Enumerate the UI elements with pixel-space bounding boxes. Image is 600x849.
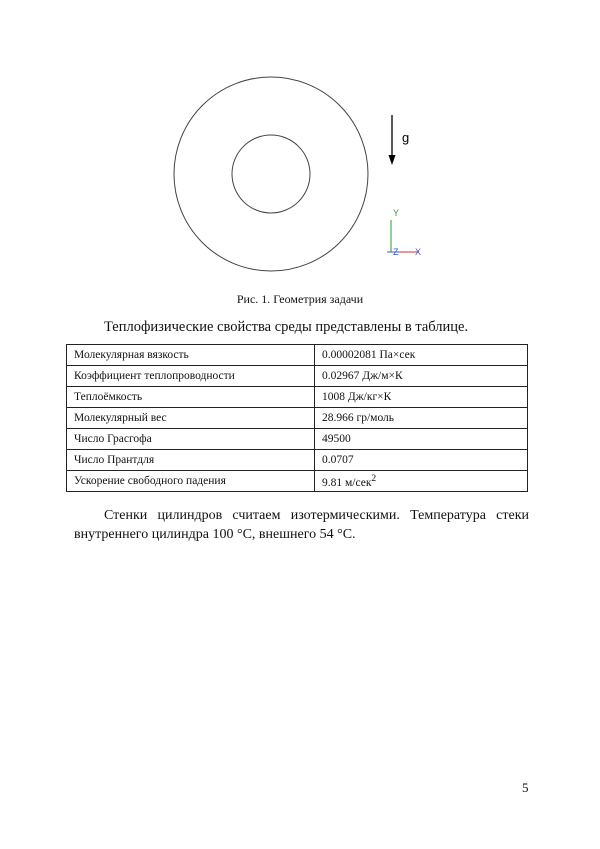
property-value: 49500 xyxy=(315,429,528,450)
table-row xyxy=(67,450,528,471)
page-number: 5 xyxy=(522,780,529,795)
x-axis-label: X xyxy=(415,247,422,257)
property-name: Теплоёмкость xyxy=(67,387,315,408)
property-value: 0.00002081 Па×сек xyxy=(315,345,528,366)
gravity-label: g xyxy=(402,130,410,145)
property-name: Молекулярная вязкость xyxy=(67,345,315,366)
properties-table xyxy=(66,344,528,492)
property-name: Коэффициент теплопроводности xyxy=(67,366,315,387)
intro-text: Теплофизические свойства среды представлены в таблице. xyxy=(104,319,469,335)
table-row xyxy=(67,345,528,366)
geometry-figure xyxy=(0,0,600,290)
z-axis-label: Z xyxy=(393,247,399,257)
table-row xyxy=(67,429,528,450)
gravity-arrowhead xyxy=(389,155,396,165)
property-value xyxy=(315,471,528,492)
table-row xyxy=(67,408,528,429)
property-value: 0.02967 Дж/м×К xyxy=(315,366,528,387)
table-row xyxy=(67,387,528,408)
property-value: 0.0707 xyxy=(315,450,528,471)
property-name: Молекулярный вес xyxy=(67,408,315,429)
outer-cylinder xyxy=(174,77,368,271)
property-name: Число Грасгофа xyxy=(67,429,315,450)
property-value: 1008 Дж/кг×К xyxy=(315,387,528,408)
figure-caption: Рис. 1. Геометрия задачи xyxy=(236,292,364,306)
y-axis-label: Y xyxy=(393,208,400,218)
property-name: Ускорение свободного падения xyxy=(67,471,315,492)
property-name: Число Прантдля xyxy=(67,450,315,471)
value-text: 9.81 м/сек xyxy=(322,476,372,489)
inner-cylinder xyxy=(232,135,310,213)
value-exponent: 2 xyxy=(371,473,377,485)
table-row xyxy=(67,471,528,492)
property-value: 28.966 гр/моль xyxy=(315,408,528,429)
table-row xyxy=(67,366,528,387)
body-paragraph: Стенки цилиндров считаем изотермическими. Температура стеки внутреннего цилиндра 100 °С, внешнего 54 °С. xyxy=(74,508,529,542)
